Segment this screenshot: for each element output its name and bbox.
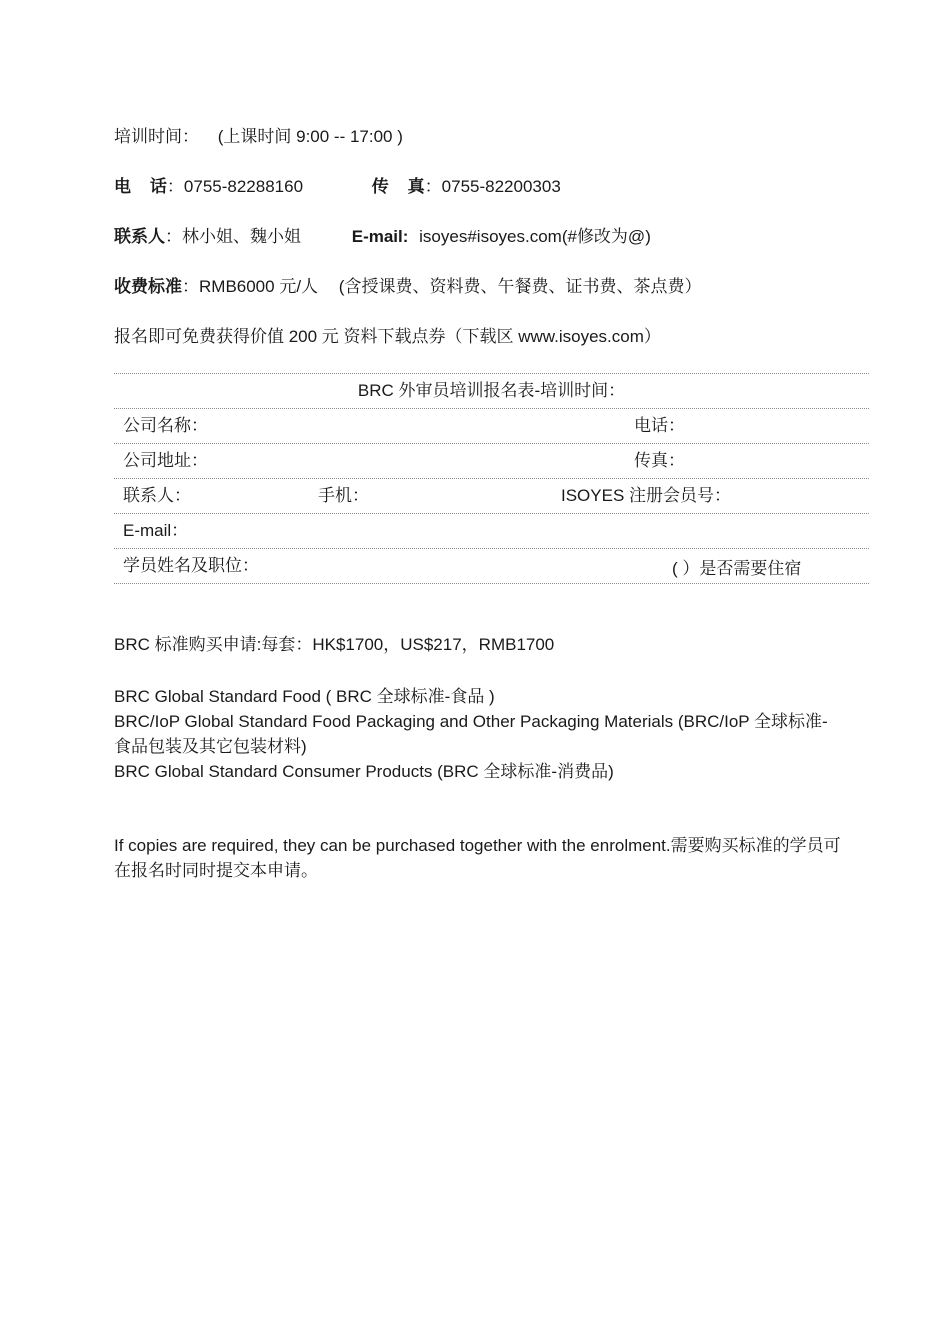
purchase-item-list xyxy=(114,684,844,784)
fee-label: 收费标准 xyxy=(114,277,182,296)
form-lodging-field[interactable]: ( ）是否需要住宿 xyxy=(672,559,802,578)
fax-value: ：0755-82200303 xyxy=(424,177,561,196)
form-mobile-field[interactable]: 手机： xyxy=(318,486,369,505)
fee-line xyxy=(114,276,701,298)
contact-label: 联系人 xyxy=(114,227,165,246)
training-time-line xyxy=(114,126,403,148)
company-name-field[interactable]: 公司名称： xyxy=(123,416,208,435)
contact-value: ：林小姐、魏小姐 xyxy=(165,227,301,246)
fee-note: (含授课费、资料费、午餐费、证书费、茶点费） xyxy=(338,277,702,296)
email-value: isoyes#isoyes.com(#修改为@) xyxy=(419,227,651,246)
registration-form xyxy=(114,373,869,584)
form-phone-field[interactable]: 电话： xyxy=(634,416,685,435)
form-fax-field[interactable]: 传真： xyxy=(634,451,685,470)
phone-value: ：0755-82288160 xyxy=(166,177,304,196)
purchase-note: If copies are required, they can be purchased together with the enrolment.需要购买标准的学员可在报名时同时提交本申请。 xyxy=(114,836,841,880)
email-label: E-mail: xyxy=(351,227,409,246)
form-title: BRC 外审员培训报名表-培训时间： xyxy=(357,381,626,400)
purchase-item: BRC Global Standard Food ( BRC 全球标准-食品 ) xyxy=(114,687,495,706)
phone-label: 电 话 xyxy=(114,177,167,196)
voucher-line: 报名即可免费获得价值 200 元 资料下载点券（下载区 www.isoyes.com） xyxy=(114,327,661,346)
purchase-heading: BRC 标准购买申请:每套：HK$1700，US$217，RMB1700 xyxy=(114,635,555,654)
form-contact-field[interactable]: 联系人： xyxy=(123,486,191,505)
contact-line xyxy=(114,226,651,248)
purchase-item: BRC Global Standard Consumer Products (BRC 全球标准-消费品) xyxy=(114,762,614,781)
company-address-field[interactable]: 公司地址： xyxy=(123,451,208,470)
form-email-field[interactable]: E-mail： xyxy=(123,521,189,540)
training-time-label: 培训时间： xyxy=(114,127,199,146)
form-student-field[interactable]: 学员姓名及职位： xyxy=(123,556,259,575)
form-row-email xyxy=(114,513,869,548)
form-member-no-field[interactable]: ISOYES 注册会员号： xyxy=(561,486,732,505)
purchase-item: BRC/IoP Global Standard Food Packaging and Other Packaging Materials (BRC/IoP 全球标准-食品包装及其它包装材料) xyxy=(114,712,828,756)
form-row-company-address xyxy=(114,443,869,478)
fax-label: 传 真 xyxy=(371,177,425,196)
form-row-contact xyxy=(114,478,869,513)
form-row-student xyxy=(114,548,869,584)
form-row-company-name xyxy=(114,408,869,443)
form-title-row xyxy=(114,373,869,408)
training-time-value: (上课时间 9:00 -- 17:00 ) xyxy=(217,127,403,146)
phone-fax-line xyxy=(114,176,561,198)
fee-value: ：RMB6000 元/人 xyxy=(182,277,319,296)
